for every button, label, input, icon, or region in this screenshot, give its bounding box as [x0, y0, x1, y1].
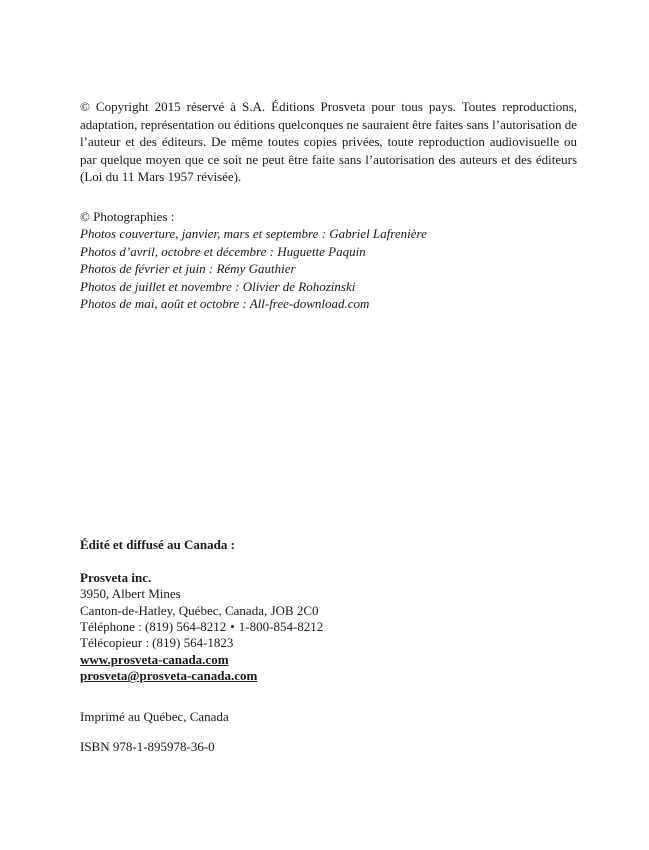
publisher-fax: Télécopieur : (819) 564-1823 [80, 635, 234, 651]
isbn: ISBN 978-1-895978-36-0 [80, 739, 215, 754]
phone-number: Téléphone : (819) 564-8212 [80, 619, 227, 635]
photo-credits-heading: © Photographies : [80, 209, 175, 224]
printed-in: Imprimé au Québec, Canada [80, 709, 229, 724]
publisher-city: Canton-de-Hatley, Québec, Canada, JOB 2C0 [80, 602, 319, 618]
bullet-separator: • [230, 619, 235, 635]
photo-credits [80, 208, 427, 312]
photo-credit-line: Photos de mai, août et octobre : All-free-download.com [80, 296, 370, 312]
photo-credit-line: Photos de juillet et novembre : Olivier de Rohozinski [80, 278, 356, 294]
tollfree-number: 1-800-854-8212 [238, 619, 324, 635]
publisher-street: 3950, Albert Mines [80, 586, 181, 602]
photo-credit-line: Photos d’avril, octobre et décembre : Huguette Paquin [80, 243, 366, 259]
publisher-heading: Édité et diffusé au Canada : [80, 537, 235, 552]
publisher-phone [80, 619, 323, 635]
website-link[interactable]: www.prosveta-canada.com [80, 651, 229, 667]
photo-credit-line: Photos de février et juin : Rémy Gauthier [80, 261, 296, 277]
publisher-info [80, 537, 323, 685]
photo-credit-line: Photos couverture, janvier, mars et septembre : Gabriel Lafrenière [80, 226, 427, 242]
publisher-name: Prosveta inc. [80, 569, 152, 585]
copyright-notice: © Copyright 2015 réservé à S.A. Éditions Prosveta pour tous pays. Toutes reproductions, adaptation, représentation ou éditions quelconques ne sauraient être faites sans l’autorisation de l’auteur et des éditeurs. De même toutes copies privées, toute reproduction audiovisuelle ou par quelque moyen que ce soit ne peut être faite sans l’autorisation des auteurs et des éditeurs (Loi du 11 Mars 1957 révisée). [80, 99, 577, 185]
email-link[interactable]: prosveta@prosveta-canada.com [80, 668, 258, 684]
